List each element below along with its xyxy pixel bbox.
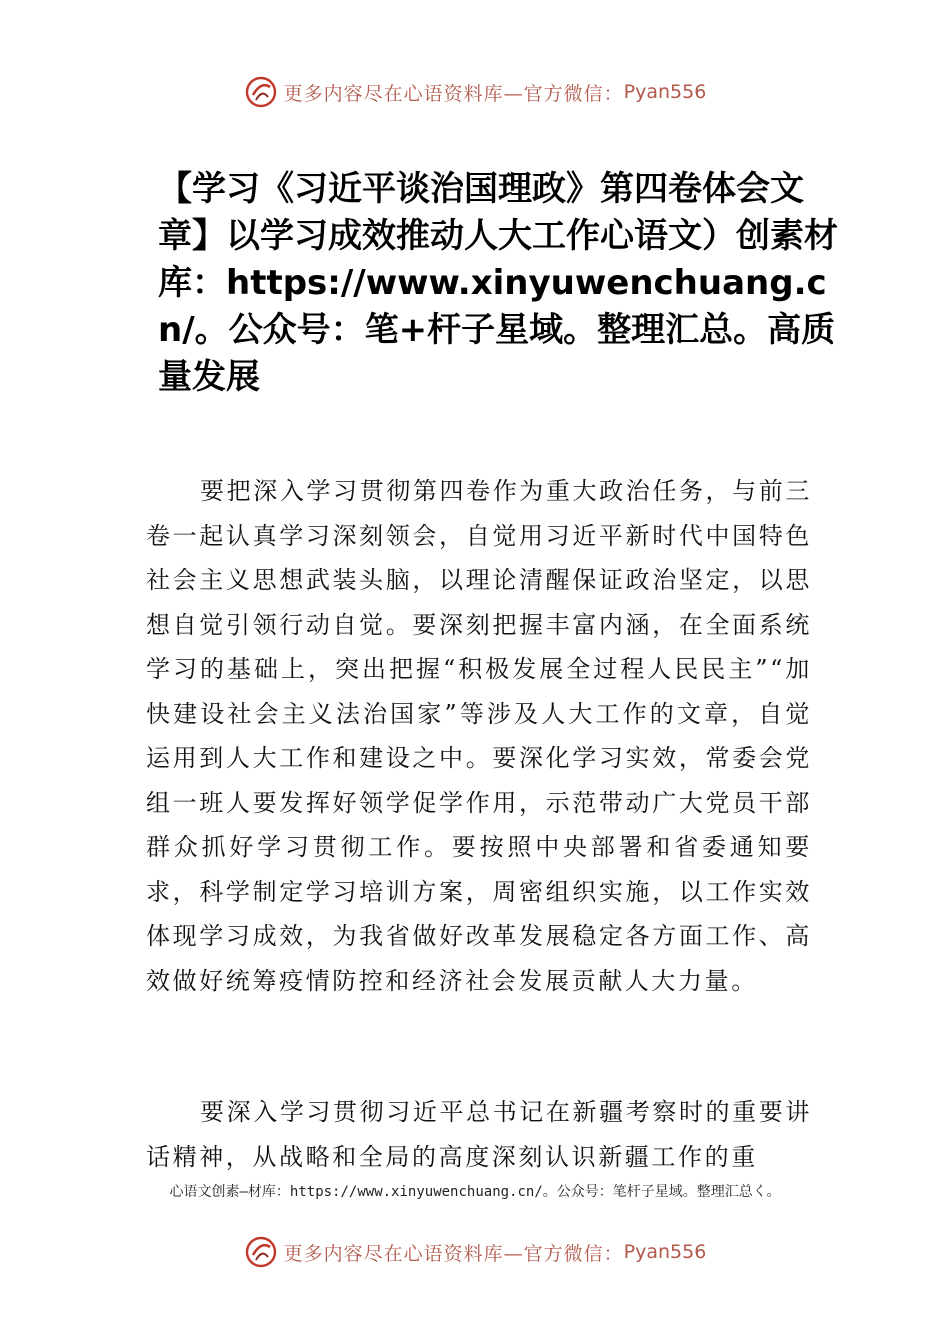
header-banner — [0, 70, 950, 114]
banner-wechat-id: Pyan556 — [623, 1241, 707, 1263]
footer-banner — [0, 1230, 950, 1274]
banner-wechat-id: Pyan556 — [623, 81, 707, 103]
banner-text: 更多内容尽在心语资料库—官方微信： — [283, 1242, 624, 1265]
banner-text: 更多内容尽在心语资料库—官方微信： — [283, 82, 624, 105]
page-footer: 心语文创素—材库：https://www.xinyuwenchuang.cn/。公众号：笔杆子星域。整理汇总く。 — [169, 1184, 781, 1200]
body-paragraph-2: 要深入学习贯彻习近平总书记在新疆考察时的重要讲话精神，从战略和全局的高度深刻认识新疆工作的重 — [146, 1098, 812, 1171]
document-title: 【学习《习近平谈治国理政》第四卷体会文章】以学习成效推动人大工作心语文）创素材库：https://www.xinyuwenchuang.cn/。公众号：笔+杆子星域。整理汇总。高质量发展 — [158, 169, 838, 397]
brand-logo-icon — [244, 75, 278, 109]
body-paragraph-1: 要把深入学习贯彻第四卷作为重大政治任务，与前三卷一起认真学习深刻领会，自觉用习近平新时代中国特色社会主义思想武装头脑，以理论清醒保证政治坚定，以思想自觉引领行动自觉。要深刻把握丰富内涵，在全面系统学习的基础上，突出把握“积极发展全过程人民民主”“加快建设社会主义法治国家”等涉及人大工作的文章，自觉运用到人大工作和建设之中。要深化学习实效，常委会党组一班人要发挥好领学促学作用，示范带动广大党员干部群众抓好学习贯彻工作。要按照中央部署和省委通知要求，科学制定学习培训方案，周密组织实施，以工作实效体现学习成效，为我省做好改革发展稳定各方面工作、高效做好统筹疫情防控和经济社会发展贡献人大力量。 — [146, 477, 812, 995]
brand-logo-icon — [244, 1235, 278, 1269]
